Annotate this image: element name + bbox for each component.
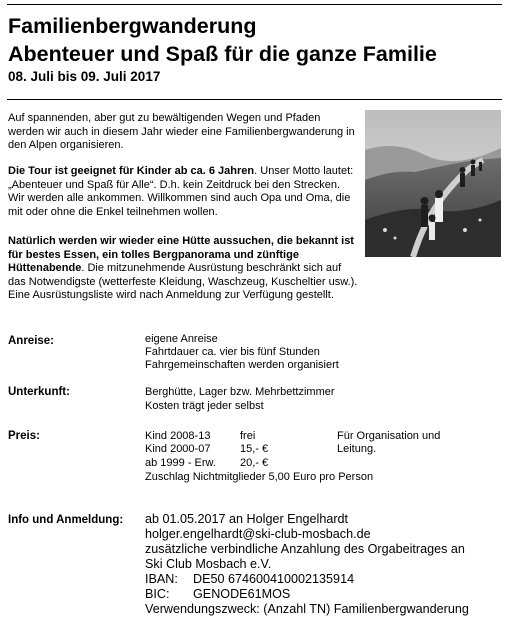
tour-bold: Die Tour ist geeignet für Kinder ab ca. 6 Jahren	[8, 165, 255, 177]
info-zweck: Verwendungszweck: (Anzahl TN) Familienbergwanderung	[145, 602, 469, 616]
title-line-1: Familienbergwanderung	[8, 14, 257, 38]
tour-text: . Unser Motto lautet: „Abenteuer und Spaß für Alle“. D.h. kein Zeitdruck bei den Strecken. Wir werden alle ankommen. Willkommen sind auch Opa und Oma, die mit oder ohne die Enkel teilnehmen wollen.	[8, 165, 354, 218]
header-rule	[7, 99, 502, 100]
intro-paragraph: Auf spannenden, aber gut zu bewältigenden Wegen und Pfaden werden wir auch in diesem Jahr wieder eine Familienbergwanderung in den Alpen organisieren.	[8, 112, 355, 151]
price-zuschlag: Zuschlag Nichtmitglieder 5,00 Euro pro Person	[145, 471, 374, 483]
price-row-price-1: frei	[240, 430, 256, 442]
price-note-line-1: Für Organisation und	[337, 430, 441, 442]
anreise-line-3: Fahrgemeinschaften werden organisiert	[145, 359, 339, 371]
info-bic-row	[145, 587, 290, 603]
price-note-line-2: Leitung.	[337, 443, 377, 455]
preis-label: Preis:	[8, 430, 40, 442]
info-line-1: ab 01.05.2017 an Holger Engelhardt	[145, 512, 349, 526]
price-row-who-2: Kind 2000-07	[145, 443, 211, 455]
anreise-line-2: Fahrtdauer ca. vier bis fünf Stunden	[145, 346, 320, 358]
info-line-3: zusätzliche verbindliche Anzahlung des Orgabeitrages an	[145, 542, 465, 556]
unterkunft-label: Unterkunft:	[8, 386, 70, 398]
iban-value: DE50 674600410002135914	[193, 572, 355, 586]
title-line-2: Abenteuer und Spaß für die ganze Familie	[8, 42, 437, 66]
price-row-price-3: 20,- €	[240, 457, 269, 469]
dates: 08. Juli bis 09. Juli 2017	[8, 69, 161, 84]
anreise-label: Anreise:	[8, 335, 55, 347]
huette-paragraph	[8, 235, 358, 303]
top-rule	[7, 4, 502, 5]
unterkunft-line-2: Kosten trägt jeder selbst	[145, 400, 264, 412]
huette-text: . Die mitzunehmende Ausrüstung beschränkt sich auf das Notwendigste (wetterfeste Kleidung, Waschzeug, Kuscheltier usw.). Eine Ausrüstungsliste wird nach Anmeldung zur Verfügung gestellt.	[8, 262, 358, 301]
price-row-who-1: Kind 2008-13	[145, 430, 211, 442]
price-row-price-2: 15,- €	[240, 443, 269, 455]
info-email[interactable]: holger.engelhardt@ski-club-mosbach.de	[145, 527, 371, 541]
price-row-who-3: ab 1999 - Erw.	[145, 457, 216, 469]
info-line-4: Ski Club Mosbach e.V.	[145, 557, 272, 571]
anreise-line-1: eigene Anreise	[145, 333, 218, 345]
iban-label: IBAN:	[145, 572, 178, 586]
bic-label: BIC:	[145, 587, 170, 601]
info-label: Info und Anmeldung:	[8, 514, 124, 526]
unterkunft-line-1: Berghütte, Lager bzw. Mehrbettzimmer	[145, 386, 335, 398]
hiking-photo	[365, 110, 501, 257]
info-iban-row	[145, 572, 354, 588]
hiking-photo-image	[365, 110, 501, 257]
bic-value: GENODE61MOS	[193, 587, 291, 601]
huette-bold: Natürlich werden wir wieder eine Hütte aussuchen, die bekannt ist für bestes Essen, ein tolles Bergpanorama und zünftige Hüttenabende	[8, 235, 354, 274]
tour-paragraph	[8, 165, 358, 219]
